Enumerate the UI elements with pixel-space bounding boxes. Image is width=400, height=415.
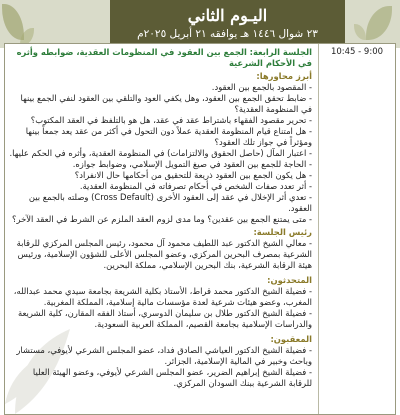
- commentators-title: المعقبون:: [270, 334, 312, 344]
- axis-item: - هل يكون الجمع بين العقود ذريعة للتحقيق من أحكامها حال الانفراد؟: [9, 170, 312, 181]
- commentator-item: - فضيلة الشيخ إبراهيم الضرير، عضو المجلس الشرعي لأيوفي، وعضو الهيئة العليا للرقابة الشرعية ببنك السودان المركزي.: [9, 367, 312, 389]
- day-title-band: [110, 0, 345, 48]
- leaf-ornament-icon: [354, 24, 366, 40]
- day-header: [0, 0, 400, 48]
- axis-item: - اعتبار المآل (حاصل الحقوق والالتزامات) في المنظومة العقدية، وأثره في الحكم عليها.: [9, 148, 312, 159]
- axis-item: - ضابط تحقق الجمع بين العقود، وهل يكفي العود والتلقي بين العقود لنفي الجمع بينها في المنظومة العقدية؟: [9, 93, 312, 115]
- axis-item: - المقصود بالجمع بين العقود.: [9, 82, 312, 93]
- leaf-ornament-icon: [366, 6, 392, 40]
- axis-item: - تعدي أثر الإخلال في عقد إلى العقود الأخرى (Cross Default) وصلته بالجمع بين العقود.: [9, 192, 312, 214]
- session-title: الجمع بين العقود في المنظومات العقدية، ضوابطه وأثره في الأحكام الشرعية: [16, 47, 312, 68]
- axis-item: - أثر تعدد صفات الشخص في أحكام تصرفاته في المنظومة العقدية.: [9, 181, 312, 192]
- time-column: [318, 44, 395, 414]
- axis-item: - الحاجة للجمع بين العقود في صيغ التمويل الإسلامي، وضوابط جوازه.: [9, 159, 312, 170]
- day-title: اليـوم الثاني: [187, 6, 268, 25]
- session-content: [5, 44, 318, 414]
- speakers-title: المتحدثون:: [267, 275, 312, 285]
- session-card: [4, 43, 396, 415]
- speaker-item: - فضيلة الشيخ الدكتور محمد قراط، الأستاذ بكلية الشريعة بجامعة سيدي محمد عبدالله، المغرب، وعضو هيئات شرعية لعدة مؤسسات مالية إسلامية، المملكة المغربية.: [9, 286, 312, 308]
- session-title-block: [9, 47, 312, 69]
- axis-item: - تحرير مقصود الفقهاء باشتراط عقد في عقد، هل هو بالتلفظ في العقد المكتوب؟: [9, 115, 312, 126]
- axis-item: - متى يمتنع الجمع بين عقدين؟ وما مدى لزوم العقد الملزم عن الشرط في العقد الآخر؟: [9, 214, 312, 225]
- chair-title: رئيس الجلسة:: [253, 227, 312, 237]
- session-time: 10:45 - 9:00: [330, 47, 384, 57]
- axis-item: - هل امتناع قيام المنظومة العقدية عملاً دون التحول في أكثر من عقد يعد جمعاً بينها ومؤثراً في جواز تلك العقود؟: [9, 126, 312, 148]
- leaf-ornament-icon: [2, 4, 24, 40]
- axes-title: أبرز محاورها:: [256, 71, 312, 81]
- commentator-item: - فضيلة الشيخ الدكتور العياشي الصادق فداد، عضو المجلس الشرعي لأيوفي، مستشار وباحث وخبير في المالية الإسلامية، الجزائر.: [9, 345, 312, 367]
- chair-text: - معالي الشيخ الدكتور عبد اللطيف محمود آل محمود، رئيس المجلس المركزي للرقابة الشرعية بمصرف البحرين المركزي، وعضو المجلس الأعلى للشؤون الإسلامية، ورئيس هيئة الرقابة الشرعية، بنك البحرين الإسلامي، مملكة البحرين.: [9, 238, 312, 271]
- speaker-item: - فضيلة الشيخ الدكتور طلال بن سليمان الدوسري، أستاذ الفقه المقارن، كلية الشريعة والدراسات الإسلامية بجامعة القصيم، المملكة العربية السعودية.: [9, 308, 312, 330]
- session-label: الجلسة الرابعة:: [249, 47, 312, 57]
- day-date: ٢٣ شوال ١٤٤٦ هـ يوافقه ٢١ أبريل ٢٠٢٥م: [137, 28, 318, 40]
